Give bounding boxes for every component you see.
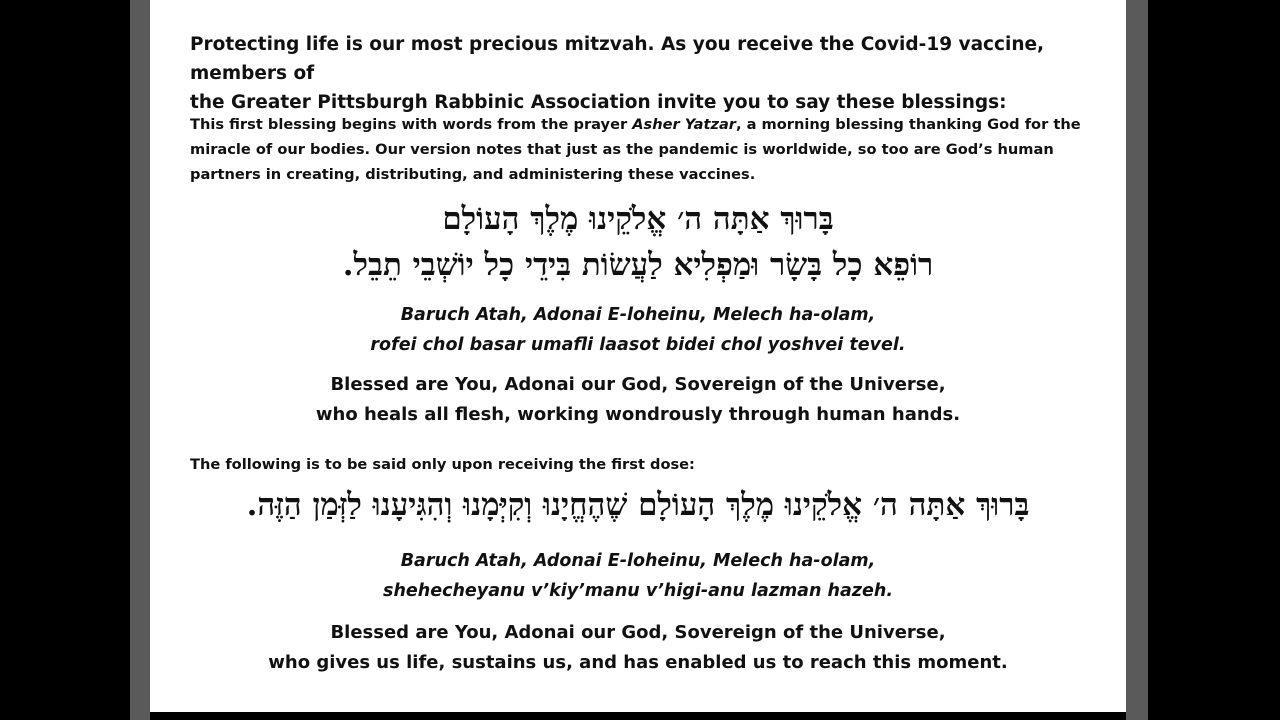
translit-line-1: Baruch Atah, Adonai E-loheinu, Melech ha-olam, xyxy=(400,305,876,325)
intro-line-1: Protecting life is our most precious mitzvah. As you receive the Covid-19 vaccine, members of xyxy=(190,34,1045,84)
translit-line-2: shehecheyanu v’kiy’manu v’higi-anu lazman hazeh. xyxy=(383,581,893,601)
document-page xyxy=(150,0,1126,712)
context-text-start: This first blessing begins with words from the prayer xyxy=(190,116,633,133)
second-blessing-hebrew xyxy=(150,482,1126,528)
hebrew-line-2: רוֹפֵא כָל בָּשָׂר וּמַפְלִיא לַעֲשׂוֹת בִּידֵי כָל יוֹשְׁבֵי תֵבֵל. xyxy=(342,247,934,283)
first-blessing-hebrew xyxy=(150,196,1126,288)
english-line-1: Blessed are You, Adonai our God, Sovereign of the Universe, xyxy=(330,622,946,643)
first-blessing-context xyxy=(190,112,1100,187)
second-blessing-context: The following is to be said only upon receiving the first dose: xyxy=(190,456,695,473)
prayer-title: Asher Yatzar xyxy=(632,116,736,133)
second-blessing-translation xyxy=(150,618,1126,678)
viewer-frame-left xyxy=(130,0,150,720)
first-blessing-transliteration xyxy=(150,300,1126,360)
translit-line-1: Baruch Atah, Adonai E-loheinu, Melech ha-olam, xyxy=(400,551,876,571)
hebrew-line-1: בָּרוּךְ אַתָּה ה׳ אֱלֹקֵינוּ מֶלֶךְ הָעוֹלָם xyxy=(442,201,834,237)
second-blessing-transliteration xyxy=(150,546,1126,606)
context-text-end: , a morning blessing thanking God for the miracle of our bodies. Our version notes that just as the pandemic is worldwide, so too are God’s human partners in creating, distributing, and administering these vaccines. xyxy=(190,116,1081,183)
intro-paragraph xyxy=(190,30,1100,117)
first-blessing-translation xyxy=(150,370,1126,430)
intro-line-2: the Greater Pittsburgh Rabbinic Association invite you to say these blessings: xyxy=(190,92,1007,113)
english-line-2: who heals all flesh, working wondrously through human hands. xyxy=(315,404,961,425)
translit-line-2: rofei chol basar umafli laasot bidei chol yoshvei tevel. xyxy=(370,335,906,355)
english-line-2: who gives us life, sustains us, and has enabled us to reach this moment. xyxy=(268,652,1008,673)
viewer-frame-right xyxy=(1126,0,1148,720)
hebrew-line: בָּרוּךְ אַתָּה ה׳ אֱלֹקֵינוּ מֶלֶךְ הָעוֹלָם שֶׁהֶחֱיָנוּ וְקִיְּמָנוּ וְהִגִּיעָנוּ לַזְּמַן הַזֶּה. xyxy=(246,487,1030,523)
english-line-1: Blessed are You, Adonai our God, Sovereign of the Universe, xyxy=(330,374,946,395)
